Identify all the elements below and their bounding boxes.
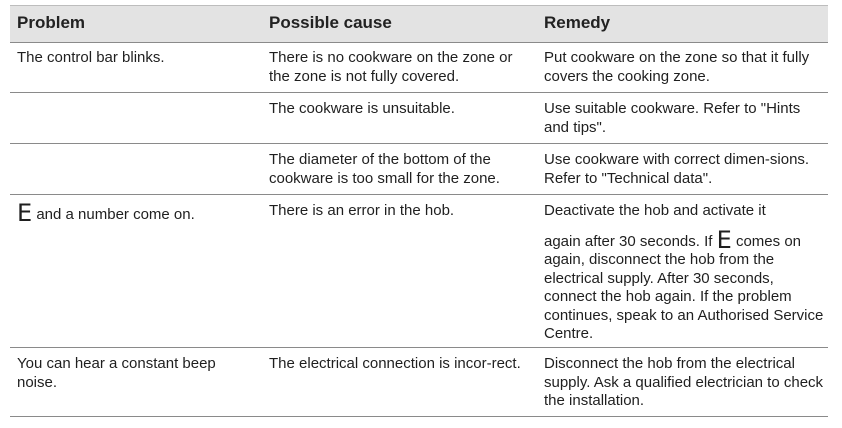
remedy-cell (544, 202, 824, 344)
cause-cell: The cookware is unsuitable. (269, 100, 455, 117)
error-symbol-icon: E (716, 225, 732, 254)
table-row (10, 195, 828, 348)
table-row (10, 144, 828, 195)
header-cause: Possible cause (269, 13, 392, 32)
problem-cell (17, 199, 257, 227)
table-row (10, 42, 828, 93)
remedy-cell: Use suitable cookware. Refer to "Hints and tips". (544, 100, 801, 136)
table-header (10, 5, 828, 43)
remedy-text: comes on again, disconnect the hob from the electrical supply. After 30 seconds, connect the hob again. If the problem continues, speak to an Authorised Service Centre. (544, 232, 824, 342)
remedy-line: Deactivate the hob and activate it (544, 202, 766, 219)
problem-cell: The control bar blinks. (17, 49, 165, 66)
table-row (10, 348, 828, 417)
cause-cell: The diameter of the bottom of the cookware is too small for the zone. (269, 151, 500, 187)
cause-cell: There is an error in the hob. (269, 202, 455, 219)
cause-cell: The electrical connection is incor-rect. (269, 355, 521, 372)
problem-text: and a number come on. (36, 206, 195, 223)
error-symbol-icon: E (17, 199, 33, 227)
remedy-cell: Use cookware with correct dimen-sions. Refer to "Technical data". (544, 151, 810, 187)
problem-cell: You can hear a constant beep noise. (17, 355, 216, 391)
table-row (10, 93, 828, 144)
remedy-cell: Disconnect the hob from the electrical supply. Ask a qualified electrician to check the installation. (544, 355, 824, 409)
remedy-cell: Put cookware on the zone so that it fully covers the cooking zone. (544, 49, 810, 85)
header-remedy: Remedy (544, 13, 611, 32)
remedy-text: again after 30 seconds. If (544, 232, 713, 250)
cause-cell: There is no cookware on the zone or the zone is not fully covered. (269, 49, 513, 85)
header-problem: Problem (17, 13, 86, 32)
